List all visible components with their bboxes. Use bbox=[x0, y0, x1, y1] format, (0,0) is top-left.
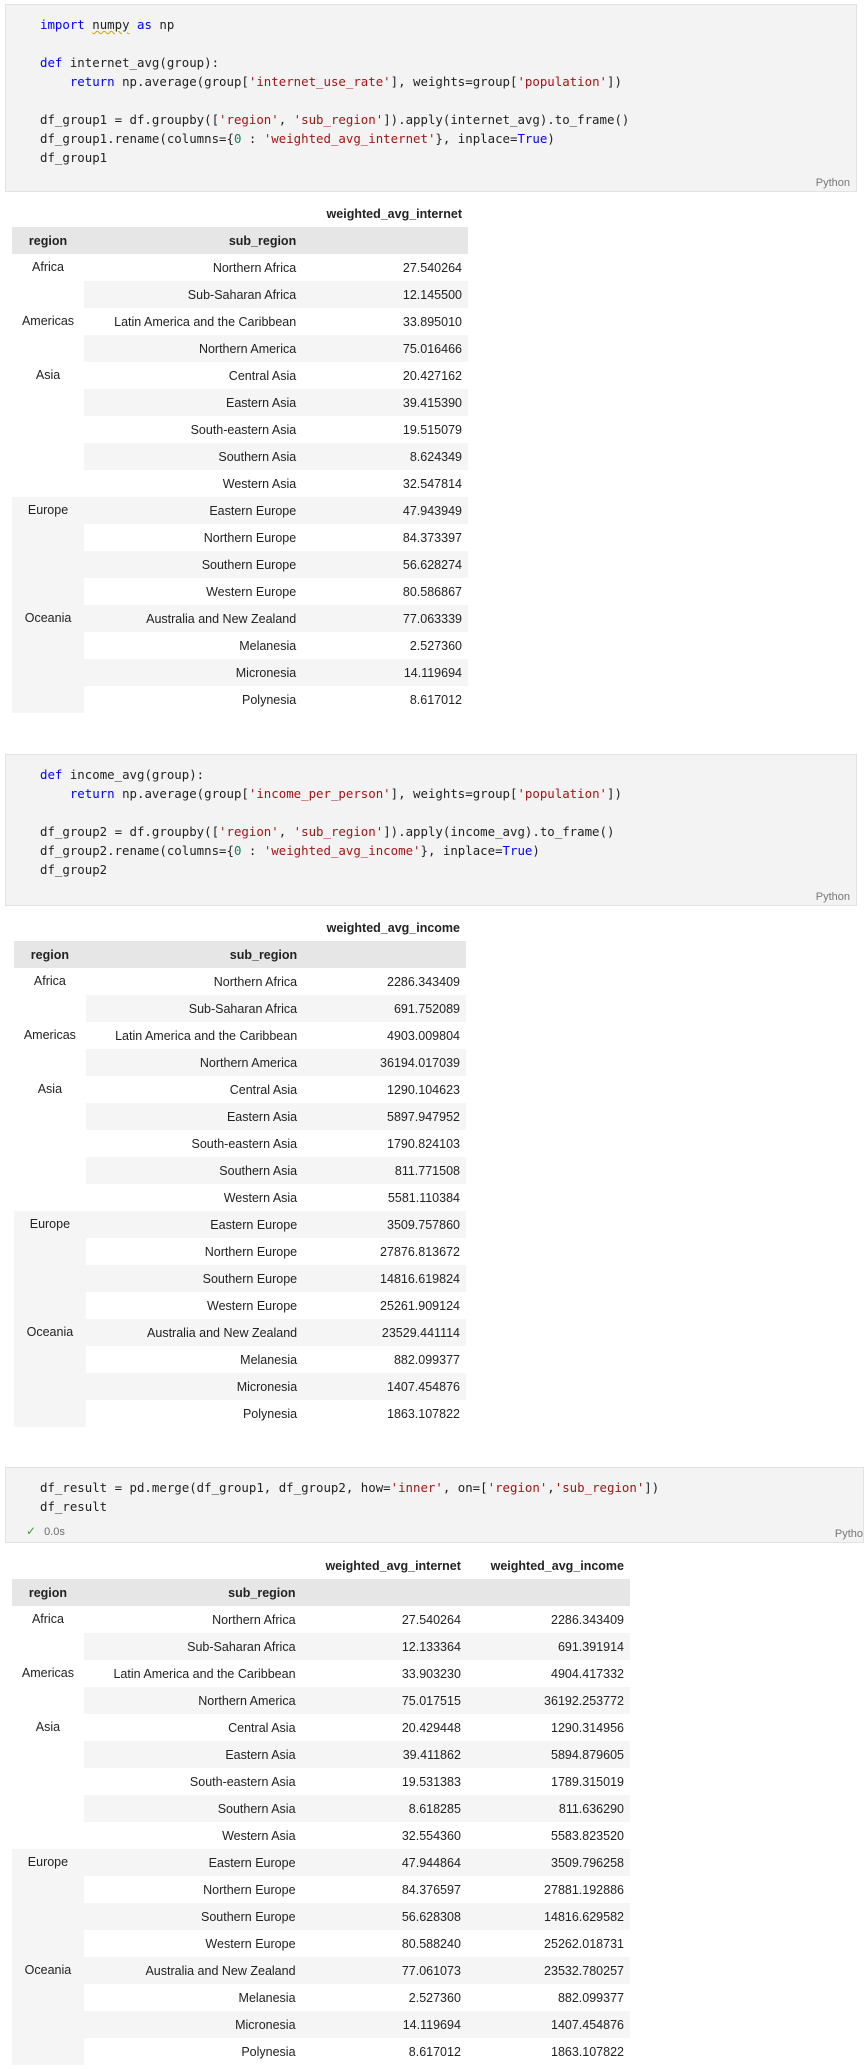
value-cell: 39.411862 bbox=[302, 1741, 467, 1768]
code-line[interactable] bbox=[40, 91, 856, 110]
sub-region-cell: Northern America bbox=[86, 1049, 303, 1076]
sub-region-cell: Melanesia bbox=[238, 1990, 296, 2005]
value-cell: 47.944864 bbox=[302, 1849, 467, 1876]
value-cell: 20.429448 bbox=[401, 1720, 461, 1735]
value-cell: 27.540264 bbox=[402, 260, 462, 275]
region-cell: Americas bbox=[21, 1666, 74, 1680]
success-check-icon: ✓ bbox=[26, 1524, 37, 1538]
table-row bbox=[12, 1984, 630, 2011]
value-cell: 27881.192886 bbox=[544, 1882, 624, 1897]
region-cell: Oceania bbox=[12, 1957, 84, 2065]
value-cell: 27.540264 bbox=[401, 1612, 461, 1627]
sub-region-cell: Northern Africa bbox=[213, 974, 298, 989]
code-token: 'sub_region' bbox=[293, 824, 384, 839]
code-token: 'sub_region' bbox=[293, 112, 384, 127]
sub-region-cell: Southern Asia bbox=[84, 1795, 302, 1822]
language-label[interactable]: Pytho bbox=[834, 1528, 863, 1540]
value-cell: 32.547814 bbox=[402, 476, 462, 491]
value-cell: 33.903230 bbox=[401, 1666, 461, 1681]
table-row bbox=[12, 1849, 630, 1876]
region-cell: Asia bbox=[35, 368, 61, 382]
code-token: def bbox=[40, 767, 63, 782]
code-token: as bbox=[137, 17, 152, 32]
value-cell: 47.943949 bbox=[302, 497, 468, 524]
code-token: , bbox=[278, 112, 294, 127]
value-cell: 1863.107822 bbox=[551, 2044, 624, 2059]
code-line[interactable] bbox=[40, 784, 856, 803]
value-cell: 5894.879605 bbox=[467, 1741, 630, 1768]
code-token: numpy bbox=[92, 17, 130, 32]
region-cell: Africa bbox=[32, 260, 64, 274]
sub-region-cell: Southern Asia bbox=[86, 1157, 303, 1184]
value-cell: 23532.780257 bbox=[467, 1957, 630, 1984]
header-spacer bbox=[12, 200, 302, 227]
code-line[interactable] bbox=[40, 765, 856, 784]
value-cell: 811.771508 bbox=[303, 1157, 466, 1184]
code-token: 'weighted_avg_internet' bbox=[263, 131, 436, 146]
code-token: 'inner' bbox=[390, 1480, 443, 1495]
code-token: ]) bbox=[644, 1480, 660, 1495]
value-cell: 8.618285 bbox=[302, 1795, 467, 1822]
region-cell: Americas bbox=[23, 1028, 76, 1042]
value-cell: 1407.454876 bbox=[303, 1373, 466, 1400]
value-cell: 84.376597 bbox=[401, 1882, 461, 1897]
column-header-row bbox=[12, 1552, 630, 1579]
table-row bbox=[12, 497, 468, 524]
value-cell: 20.427162 bbox=[402, 368, 462, 383]
code-token: income_avg(group): bbox=[62, 767, 205, 782]
code-line[interactable] bbox=[40, 53, 856, 72]
region-cell: Asia bbox=[37, 1082, 63, 1096]
table-row bbox=[12, 308, 468, 335]
sub-region-cell: Western Europe bbox=[206, 584, 297, 599]
value-cell: 5581.110384 bbox=[387, 1190, 460, 1205]
code-line[interactable] bbox=[40, 129, 856, 148]
sub-region-cell: Northern Africa bbox=[212, 260, 297, 275]
table-row bbox=[12, 1876, 630, 1903]
value-cell: 691.391914 bbox=[467, 1633, 630, 1660]
value-cell: 36192.253772 bbox=[467, 1687, 630, 1714]
region-cell: Asia bbox=[35, 1720, 61, 1734]
code-line[interactable] bbox=[40, 34, 856, 53]
sub-region-cell: Sub-Saharan Africa bbox=[84, 1633, 302, 1660]
table-row bbox=[14, 1211, 466, 1238]
code-token: ]).apply(internet_avg).to_frame() bbox=[383, 112, 630, 127]
value-cell: 14.119694 bbox=[302, 2011, 467, 2038]
value-cell: 75.016466 bbox=[302, 335, 468, 362]
table-row bbox=[12, 1930, 630, 1957]
value-cell: 2286.343409 bbox=[387, 974, 460, 989]
code-token: ], weights=group[ bbox=[390, 74, 518, 89]
code-editor[interactable] bbox=[6, 755, 856, 879]
code-line[interactable] bbox=[40, 822, 856, 841]
code-token: , bbox=[278, 824, 294, 839]
table-row bbox=[12, 1687, 630, 1714]
region-cell: Africa bbox=[33, 974, 66, 988]
code-line[interactable] bbox=[40, 148, 856, 167]
sub-region-cell: Southern Europe bbox=[84, 1903, 302, 1930]
dataframe-output-3 bbox=[12, 1552, 630, 2065]
code-token: True bbox=[502, 843, 533, 858]
sub-region-cell: Southern Europe bbox=[84, 551, 302, 578]
sub-region-cell: South-eastern Asia bbox=[191, 1136, 298, 1151]
header-spacer bbox=[302, 1579, 467, 1606]
value-cell: 2.527360 bbox=[408, 1990, 461, 2005]
sub-region-cell: Western Europe bbox=[207, 1298, 298, 1313]
code-token: : bbox=[241, 843, 264, 858]
value-cell: 80.586867 bbox=[402, 584, 462, 599]
table-row bbox=[12, 362, 468, 389]
sub-region-cell: Sub-Saharan Africa bbox=[84, 281, 302, 308]
table-row bbox=[12, 1903, 630, 1930]
region-cell: Europe bbox=[12, 1849, 84, 1957]
column-header-row bbox=[14, 914, 466, 941]
code-line[interactable] bbox=[40, 860, 856, 879]
sub-region-cell: Micronesia bbox=[84, 659, 302, 686]
code-token: df_result bbox=[40, 1499, 108, 1514]
code-token: 'population' bbox=[517, 786, 607, 801]
sub-region-cell: Northern America bbox=[84, 1687, 302, 1714]
table-row bbox=[12, 1957, 630, 1984]
execution-status bbox=[26, 1524, 65, 1538]
dataframe-output-2 bbox=[14, 914, 466, 1427]
code-token: np.average(group[ bbox=[114, 786, 249, 801]
value-cell: 8.617012 bbox=[409, 692, 462, 707]
value-cell: 2286.343409 bbox=[551, 1612, 624, 1627]
sub-region-cell: Micronesia bbox=[86, 1373, 303, 1400]
value-cell: 77.063339 bbox=[302, 605, 468, 632]
table-row bbox=[12, 1795, 630, 1822]
language-label[interactable]: Python bbox=[815, 891, 850, 903]
code-token: np.average(group[ bbox=[114, 74, 249, 89]
header-spacer bbox=[302, 227, 468, 254]
code-token: 'region' bbox=[487, 1480, 548, 1495]
region-cell: Americas bbox=[21, 314, 75, 328]
sub-region-cell: Melanesia bbox=[239, 638, 297, 653]
value-cell: 77.061073 bbox=[302, 1957, 467, 1984]
table-row bbox=[14, 1076, 466, 1103]
value-cell: 25262.018731 bbox=[544, 1936, 624, 1951]
code-token: ]) bbox=[607, 74, 622, 89]
code-token bbox=[40, 74, 70, 89]
code-token: 'sub_region' bbox=[554, 1480, 645, 1495]
column-header-row bbox=[12, 200, 468, 227]
sub-region-cell: Eastern Europe bbox=[84, 1849, 302, 1876]
value-cell: 23529.441114 bbox=[303, 1319, 466, 1346]
code-token: 0 bbox=[233, 131, 242, 146]
code-line[interactable] bbox=[40, 803, 856, 822]
header-spacer bbox=[12, 1552, 302, 1579]
sub-region-cell: Southern Europe bbox=[86, 1265, 303, 1292]
sub-region-cell: Eastern Europe bbox=[86, 1211, 303, 1238]
code-cell-1[interactable] bbox=[5, 4, 857, 192]
code-token: return bbox=[69, 74, 115, 89]
code-token: ) bbox=[532, 843, 540, 858]
value-cell: 39.415390 bbox=[302, 389, 468, 416]
value-cell: 19.515079 bbox=[402, 422, 462, 437]
sub-region-cell: Southern Asia bbox=[84, 443, 302, 470]
sub-region-cell: Latin America and the Caribbean bbox=[115, 1028, 298, 1043]
code-editor[interactable] bbox=[6, 1468, 863, 1516]
sub-region-cell: Western Asia bbox=[222, 1828, 296, 1843]
table-row bbox=[12, 1660, 630, 1687]
column-header: weighted_avg_internet bbox=[326, 206, 462, 221]
sub-region-cell: Northern Africa bbox=[212, 1612, 296, 1627]
value-cell: 27876.813672 bbox=[380, 1244, 460, 1259]
table-row bbox=[12, 1822, 630, 1849]
code-token: return bbox=[69, 786, 115, 801]
value-cell: 56.628274 bbox=[302, 551, 468, 578]
value-cell: 4903.009804 bbox=[387, 1028, 460, 1043]
value-cell: 84.373397 bbox=[402, 530, 462, 545]
code-token: 'internet_use_rate' bbox=[248, 74, 391, 89]
sub-region-cell: Polynesia bbox=[242, 692, 297, 707]
value-cell: 5897.947952 bbox=[303, 1103, 466, 1130]
table-row bbox=[12, 1633, 630, 1660]
table-row bbox=[12, 1741, 630, 1768]
sub-region-cell: Northern America bbox=[84, 335, 302, 362]
value-cell: 1863.107822 bbox=[387, 1406, 460, 1421]
sub-region-cell: Eastern Asia bbox=[84, 1741, 302, 1768]
value-cell: 882.099377 bbox=[557, 1990, 624, 2005]
sub-region-cell: South-eastern Asia bbox=[189, 1774, 296, 1789]
header-spacer bbox=[467, 1579, 630, 1606]
code-token bbox=[40, 786, 70, 801]
value-cell: 8.624349 bbox=[302, 443, 468, 470]
language-label[interactable]: Python bbox=[815, 177, 850, 189]
sub-region-cell: Latin America and the Caribbean bbox=[113, 1666, 296, 1681]
table-row bbox=[14, 968, 466, 995]
table-row bbox=[12, 2038, 630, 2065]
value-cell: 12.145500 bbox=[302, 281, 468, 308]
code-token: df_group1 bbox=[40, 150, 108, 165]
code-token: internet_avg(group): bbox=[62, 55, 220, 70]
sub-region-cell: Eastern Europe bbox=[84, 497, 302, 524]
index-name-region: region bbox=[12, 1579, 84, 1606]
value-cell: 8.617012 bbox=[408, 2044, 461, 2059]
value-cell: 36194.017039 bbox=[303, 1049, 466, 1076]
value-cell: 691.752089 bbox=[303, 995, 466, 1022]
value-cell: 56.628308 bbox=[302, 1903, 467, 1930]
sub-region-cell: Northern Europe bbox=[203, 1882, 296, 1897]
value-cell: 12.133364 bbox=[302, 1633, 467, 1660]
index-header-row bbox=[14, 941, 466, 968]
code-token: 'income_per_person' bbox=[248, 786, 391, 801]
dataframe-output-1 bbox=[12, 200, 468, 713]
table-row bbox=[12, 605, 468, 632]
code-token: ]) bbox=[607, 786, 622, 801]
sub-region-cell: Central Asia bbox=[229, 1082, 298, 1097]
code-token: df_group1.rename(columns={ bbox=[40, 131, 234, 146]
index-header-row bbox=[12, 227, 468, 254]
code-token: , bbox=[547, 1480, 555, 1495]
table-row bbox=[14, 1022, 466, 1049]
header-spacer bbox=[303, 941, 466, 968]
code-token: ) bbox=[547, 131, 555, 146]
code-line[interactable] bbox=[40, 1478, 863, 1497]
code-editor[interactable] bbox=[6, 5, 856, 167]
sub-region-cell: Western Asia bbox=[222, 476, 297, 491]
value-cell: 1290.314956 bbox=[551, 1720, 624, 1735]
code-token: df_group2 bbox=[40, 862, 108, 877]
code-line[interactable] bbox=[40, 841, 856, 860]
code-token: df_result = pd.merge(df_group1, df_group2, how= bbox=[40, 1480, 391, 1495]
value-cell: 1790.824103 bbox=[387, 1136, 460, 1151]
table-row bbox=[12, 2011, 630, 2038]
sub-region-cell: South-eastern Asia bbox=[190, 422, 297, 437]
index-name-sub-region: sub_region bbox=[86, 941, 303, 968]
sub-region-cell: Micronesia bbox=[84, 2011, 302, 2038]
code-token: }, inplace= bbox=[435, 131, 518, 146]
value-cell: 32.554360 bbox=[401, 1828, 461, 1843]
value-cell: 5583.823520 bbox=[551, 1828, 624, 1843]
value-cell: 80.588240 bbox=[401, 1936, 461, 1951]
index-header-row bbox=[12, 1579, 630, 1606]
sub-region-cell: Western Europe bbox=[205, 1936, 296, 1951]
sub-region-cell: Northern Europe bbox=[203, 530, 297, 545]
value-cell: 25261.909124 bbox=[380, 1298, 460, 1313]
code-line[interactable] bbox=[40, 110, 856, 129]
value-cell: 3509.796258 bbox=[467, 1849, 630, 1876]
value-cell: 14816.629582 bbox=[467, 1903, 630, 1930]
value-cell: 4904.417332 bbox=[551, 1666, 624, 1681]
column-header: weighted_avg_income bbox=[490, 1558, 624, 1573]
index-name-region: region bbox=[14, 941, 86, 968]
sub-region-cell: Sub-Saharan Africa bbox=[86, 995, 303, 1022]
sub-region-cell: Polynesia bbox=[241, 2044, 296, 2059]
sub-region-cell: Central Asia bbox=[228, 368, 297, 383]
sub-region-cell: Polynesia bbox=[242, 1406, 298, 1421]
code-token: import bbox=[40, 17, 85, 32]
index-name-region: region bbox=[12, 227, 84, 254]
code-token: 'weighted_avg_income' bbox=[263, 843, 421, 858]
code-token: ]).apply(income_avg).to_frame() bbox=[383, 824, 615, 839]
code-token bbox=[130, 17, 137, 32]
header-spacer bbox=[14, 914, 303, 941]
region-cell: Europe bbox=[12, 497, 84, 605]
sub-region-cell: Eastern Asia bbox=[86, 1103, 303, 1130]
table-row bbox=[12, 254, 468, 281]
value-cell: 1407.454876 bbox=[467, 2011, 630, 2038]
value-cell: 19.531383 bbox=[401, 1774, 461, 1789]
code-token: True bbox=[517, 131, 548, 146]
code-cell-2[interactable] bbox=[5, 754, 857, 906]
table-row bbox=[12, 1606, 630, 1633]
code-token: 'region' bbox=[219, 824, 279, 839]
region-cell: Oceania bbox=[12, 605, 84, 713]
sub-region-cell: Melanesia bbox=[240, 1352, 298, 1367]
value-cell: 33.895010 bbox=[402, 314, 462, 329]
region-cell: Europe bbox=[14, 1211, 86, 1319]
table-row bbox=[14, 1319, 466, 1346]
sub-region-cell: Australia and New Zealand bbox=[84, 605, 302, 632]
sub-region-cell: Latin America and the Caribbean bbox=[114, 314, 297, 329]
code-token: df_group2 = df.groupby([ bbox=[40, 824, 220, 839]
table-row bbox=[12, 1768, 630, 1795]
code-token: 0 bbox=[233, 843, 242, 858]
code-token: def bbox=[40, 55, 63, 70]
column-header: weighted_avg_income bbox=[326, 920, 460, 935]
code-token: ], weights=group[ bbox=[390, 786, 518, 801]
index-name-sub-region: sub_region bbox=[84, 227, 302, 254]
code-token: 'population' bbox=[517, 74, 607, 89]
code-line[interactable] bbox=[40, 15, 856, 34]
code-token: np bbox=[151, 17, 175, 32]
code-token: : bbox=[241, 131, 264, 146]
value-cell: 2.527360 bbox=[409, 638, 462, 653]
value-cell: 75.017515 bbox=[302, 1687, 467, 1714]
code-line[interactable] bbox=[40, 1497, 863, 1516]
region-cell: Africa bbox=[31, 1612, 64, 1626]
value-cell: 14.119694 bbox=[302, 659, 468, 686]
code-token: , on=[ bbox=[442, 1480, 488, 1495]
index-name-sub-region: sub_region bbox=[84, 1579, 302, 1606]
value-cell: 3509.757860 bbox=[303, 1211, 466, 1238]
code-token: 'region' bbox=[219, 112, 279, 127]
value-cell: 811.636290 bbox=[467, 1795, 630, 1822]
sub-region-cell: Northern Europe bbox=[204, 1244, 298, 1259]
sub-region-cell: Eastern Asia bbox=[84, 389, 302, 416]
sub-region-cell: Central Asia bbox=[228, 1720, 296, 1735]
value-cell: 1789.315019 bbox=[551, 1774, 624, 1789]
sub-region-cell: Western Asia bbox=[223, 1190, 298, 1205]
code-line[interactable] bbox=[40, 72, 856, 91]
code-token: df_group2.rename(columns={ bbox=[40, 843, 234, 858]
code-token: }, inplace= bbox=[420, 843, 503, 858]
value-cell: 1290.104623 bbox=[387, 1082, 460, 1097]
column-header: weighted_avg_internet bbox=[325, 1558, 461, 1573]
sub-region-cell: Australia and New Zealand bbox=[86, 1319, 303, 1346]
code-token: df_group1 = df.groupby([ bbox=[40, 112, 220, 127]
value-cell: 14816.619824 bbox=[303, 1265, 466, 1292]
execution-time: 0.0s bbox=[44, 1526, 65, 1538]
region-cell: Oceania bbox=[14, 1319, 86, 1427]
sub-region-cell: Australia and New Zealand bbox=[84, 1957, 302, 1984]
code-cell-3[interactable] bbox=[5, 1467, 864, 1543]
table-row bbox=[12, 1714, 630, 1741]
value-cell: 882.099377 bbox=[393, 1352, 460, 1367]
